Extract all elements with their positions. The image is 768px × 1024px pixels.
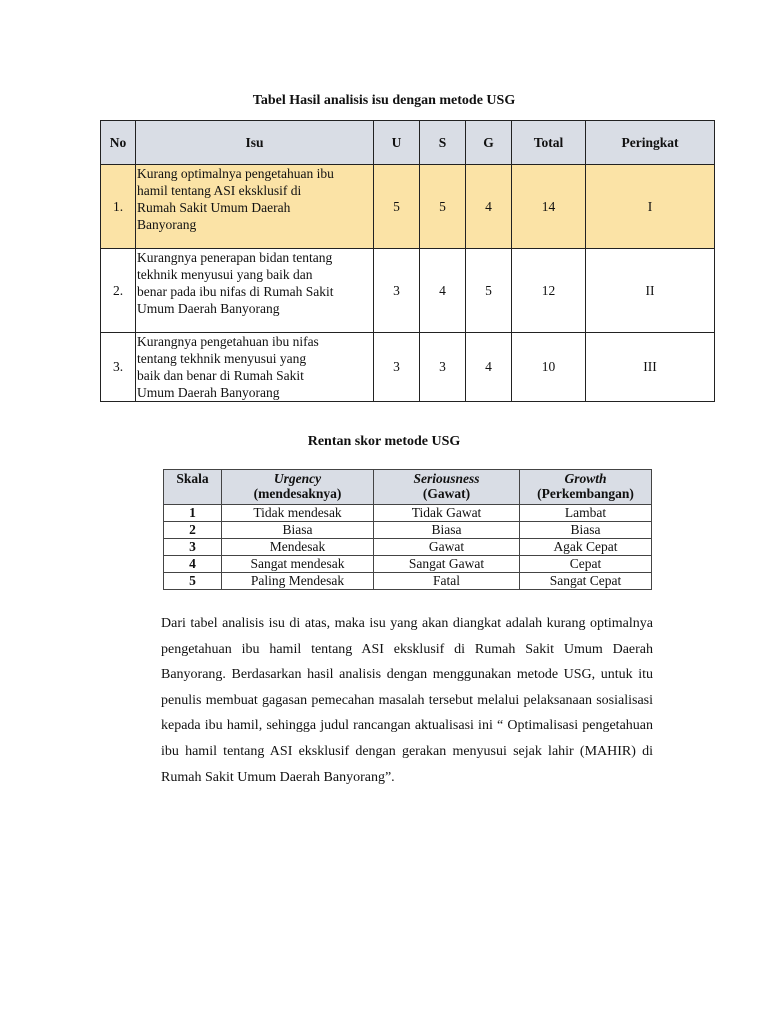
cell-no: 2. [101, 249, 136, 333]
cell-urgency: Paling Mendesak [222, 573, 374, 590]
header-top: Seriousness [413, 471, 480, 486]
col-header-no: No [101, 121, 136, 165]
col-header-s: S [420, 121, 466, 165]
cell-g: 5 [466, 249, 512, 333]
isu-line: Umum Daerah Banyorang [137, 385, 280, 400]
isu-line: Umum Daerah Banyorang [137, 301, 280, 316]
cell-growth: Sangat Cepat [520, 573, 652, 590]
usg-score-range-table [163, 469, 652, 590]
cell-u: 3 [374, 333, 420, 402]
header-bottom: (Perkembangan) [537, 486, 634, 501]
cell-isu [136, 165, 374, 249]
header-top: Skala [176, 471, 209, 486]
isu-line: Banyorang [137, 217, 197, 232]
isu-line: Kurangnya pengetahuan ibu nifas [137, 334, 319, 349]
table-row [164, 573, 652, 590]
cell-urgency: Mendesak [222, 539, 374, 556]
cell-isu [136, 249, 374, 333]
col-header-isu: Isu [136, 121, 374, 165]
cell-skala: 2 [164, 522, 222, 539]
cell-total: 14 [512, 165, 586, 249]
table-row [164, 539, 652, 556]
table-row [164, 556, 652, 573]
cell-s: 5 [420, 165, 466, 249]
isu-line: baik dan benar di Rumah Sakit [137, 368, 304, 383]
col-header-peringkat: Peringkat [586, 121, 715, 165]
cell-g: 4 [466, 165, 512, 249]
table-row [101, 333, 715, 402]
table2-header-row [164, 470, 652, 505]
cell-no: 1. [101, 165, 136, 249]
header-top: Growth [564, 471, 607, 486]
cell-skala: 5 [164, 573, 222, 590]
cell-g: 4 [466, 333, 512, 402]
col-header-u: U [374, 121, 420, 165]
cell-no: 3. [101, 333, 136, 402]
col-header-seriousness [374, 470, 520, 505]
cell-urgency: Tidak mendesak [222, 505, 374, 522]
cell-s: 3 [420, 333, 466, 402]
cell-seriousness: Gawat [374, 539, 520, 556]
table-row [101, 249, 715, 333]
table-row [101, 165, 715, 249]
col-header-growth [520, 470, 652, 505]
cell-urgency: Biasa [222, 522, 374, 539]
col-header-g: G [466, 121, 512, 165]
header-bottom: (mendesaknya) [253, 486, 342, 501]
cell-seriousness: Fatal [374, 573, 520, 590]
isu-line: tekhnik menyusui yang baik dan [137, 267, 313, 282]
cell-skala: 1 [164, 505, 222, 522]
cell-u: 5 [374, 165, 420, 249]
col-header-skala [164, 470, 222, 505]
col-header-total: Total [512, 121, 586, 165]
cell-total: 12 [512, 249, 586, 333]
cell-growth: Lambat [520, 505, 652, 522]
cell-s: 4 [420, 249, 466, 333]
table2-title: Rentan skor metode USG [307, 434, 461, 449]
cell-urgency: Sangat mendesak [222, 556, 374, 573]
cell-seriousness: Tidak Gawat [374, 505, 520, 522]
cell-seriousness: Biasa [374, 522, 520, 539]
isu-line: benar pada ibu nifas di Rumah Sakit [137, 284, 334, 299]
cell-skala: 3 [164, 539, 222, 556]
cell-total: 10 [512, 333, 586, 402]
cell-skala: 4 [164, 556, 222, 573]
table-row [164, 505, 652, 522]
isu-line: tentang tekhnik menyusui yang [137, 351, 307, 366]
body-paragraph: Dari tabel analisis isu di atas, maka isu yang akan diangkat adalah kurang optimalnya pengetahuan ibu hamil tentang ASI eksklusif di Rumah Sakit Umum Daerah Banyorang. Berdasarkan hasil analisis dengan menggunakan metode USG, untuk itu penulis membuat gagasan pemecahan masalah tersebut melalui pelaksanaan sosialisasi kepada ibu hamil, sehingga judul rancangan aktualisasi ini “ Optimalisasi pengetahuan ibu hamil tentang ASI eksklusif dengan gerakan menyusui sejak lahir (MAHIR) di Rumah Sakit Umum Daerah Banyorang”. [161, 616, 653, 785]
cell-seriousness: Sangat Gawat [374, 556, 520, 573]
table1-title: Tabel Hasil analisis isu dengan metode USG [252, 93, 516, 108]
isu-line: Kurangnya penerapan bidan tentang [137, 250, 333, 265]
isu-line: Rumah Sakit Umum Daerah [137, 200, 291, 215]
isu-line: Kurang optimalnya pengetahuan ibu [137, 166, 334, 181]
header-bottom: (Gawat) [422, 486, 471, 501]
cell-growth: Cepat [520, 556, 652, 573]
isu-line: hamil tentang ASI eksklusif di [137, 183, 302, 198]
usg-analysis-table [100, 120, 715, 402]
cell-peringkat: II [586, 249, 715, 333]
col-header-urgency [222, 470, 374, 505]
header-top: Urgency [273, 471, 322, 486]
cell-isu [136, 333, 374, 402]
cell-peringkat: I [586, 165, 715, 249]
cell-peringkat: III [586, 333, 715, 402]
cell-growth: Biasa [520, 522, 652, 539]
table1-header-row [101, 121, 715, 165]
cell-growth: Agak Cepat [520, 539, 652, 556]
cell-u: 3 [374, 249, 420, 333]
table-row [164, 522, 652, 539]
